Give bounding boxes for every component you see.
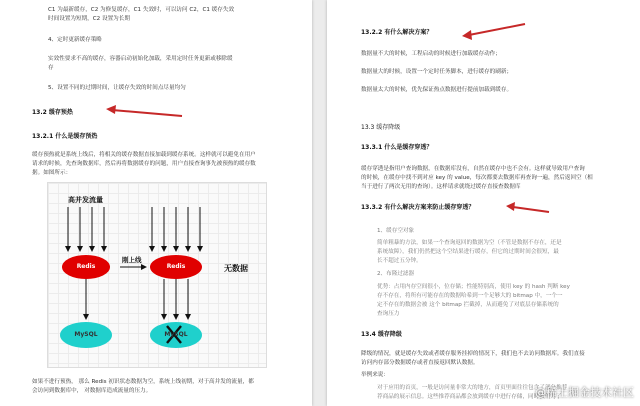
solution-item: 长不超过五分钟。 (377, 258, 422, 264)
solution-item: 存不存在，将所有可能存在的数据哈希到一个足够大的 bitmap 中，一个一 (377, 293, 563, 299)
paragraph-line: 缓存预热就是系统上线后，将相关的缓存数据直接加载到缓存系统。这样就可以避免在用户 (32, 152, 256, 158)
penetration-line: 当于进行了两次无用的查询）。这样请求就绕过缓存直接查数据库 (361, 184, 521, 190)
solution-item: 系统故障），我们仍然把这个空结果进行缓存，但它的过期时间会很短，最 (377, 249, 559, 255)
section-heading: 13.2 缓存预热 (32, 109, 73, 116)
cache-warmup-diagram (47, 182, 267, 368)
left-page (0, 0, 312, 406)
paragraph-line: 据。如图所示： (32, 170, 72, 176)
subsection-heading: 13.2.1 什么是缓存预热 (32, 133, 98, 140)
right-page (327, 0, 640, 406)
solution-item: 定不存在的数据会被 这个 bitmap 拦截掉，从而避免了对底层存储系统的 (377, 302, 559, 308)
red-arrow-annotation (104, 104, 184, 120)
heading-13-2-2: 13.2.2 有什么解决方案？ (361, 29, 433, 36)
intro-line: 5、设置不同的过期时间，让缓存失效的时间点尽量均匀 (48, 85, 186, 91)
solution-item: 2、布隆过滤器 (377, 271, 415, 277)
redis-node-left: Redis (76, 263, 96, 270)
watermark: @稀土掘金技术社区 (535, 386, 634, 399)
launch-label: 刚上线 (122, 256, 142, 264)
solution-line: 数据量太大的时候，优先保证热点数据进行提前加载到缓存。 (361, 87, 513, 93)
solution-line: 数据量大的时候，设置一个定时任务脚本，进行缓存的刷新； (361, 69, 513, 75)
bottom-line: 会访问到数据库中， 对数据库造成流量的压力。 (32, 388, 152, 394)
intro-line: 4、定时更新缓存策略 (48, 37, 102, 43)
redis-node-right: Redis (166, 263, 186, 270)
solution-item: 1、缓存空对象 (377, 228, 415, 234)
no-data-label: 无数据 (224, 264, 248, 273)
mysql-node-right: MySQL (164, 331, 188, 338)
high-concurrency-label: 高并发流量 (68, 196, 103, 204)
intro-line: 存 (48, 65, 54, 71)
solution-item: 优势：占用内存空间很小，位存储；性能特别高，使用 key 的 hash 判断 key (377, 284, 570, 290)
heading-13-3-1: 13.3.1 什么是缓存穿透？ (361, 144, 433, 151)
heading-13-4: 13.4 缓存降级 (361, 331, 402, 338)
solution-item: 简单粗暴的方法，如果一个查询返回的数据为空（不管是数据不存在，还是 (377, 240, 562, 246)
degrade-line: 降级的情况，就是缓存失效或者缓存服务挂掉的情况下，我们也不去访问数据库。我们直接 (361, 351, 585, 357)
intro-line: C1 为最新缓存，C2 为修复缓存，C1 失效时，可以访问 C2，C1 缓存失效 (48, 7, 235, 13)
solution-line: 数据量不大的时候，工程启动的时候进行加载缓存动作； (361, 51, 501, 57)
intro-line: 实效性要求不高的缓存，容器启动初始化加载，采用定时任务更新或移除缓 (48, 56, 233, 62)
degrade-line: 举例来说： (361, 372, 389, 378)
degrade-line: 对于应用的首页，一般是访问量非常大的地方，首页里面往往包含了部分推荐 (377, 385, 568, 391)
heading-13-3: 13.3 缓存降级 (361, 124, 401, 131)
intro-line: 时间设置为短期，C2 设置为长期 (48, 16, 130, 22)
penetration-line: 的时候，在缓存中找不到对应 key 的 value，每次都要去数据库再查询一遍，然后返回空（相 (361, 175, 593, 181)
degrade-line: 访问内存部分数据缓存或者直接返回默认数据。 (361, 360, 479, 366)
bottom-line: 如果不进行预热， 那么 Redis 初识状态数据为空，系统上线初期，对于高并发的流量，都 (32, 379, 254, 385)
mysql-node-left: MySQL (74, 331, 98, 338)
solution-item: 查询压力 (377, 311, 400, 317)
heading-13-3-2: 13.3.2 有什么解决方案来防止缓存穿透？ (361, 204, 475, 211)
diagram-lines (48, 183, 266, 367)
red-arrow-annotation (459, 20, 529, 42)
penetration-line: 缓存穿透是指用户查询数据，在数据库没有，自然在缓存中也不会有。这样就导致用户查询 (361, 166, 585, 172)
paragraph-line: 请求的时候，先查询数据库，然后再将数据缓存的问题，用户直接查询事先被预热的缓存数 (32, 161, 256, 167)
degrade-line: 荐商品的展示信息。这些推荐商品都会放到缓存中进行存储，同时我们为了 (377, 394, 562, 400)
red-arrow-annotation (503, 200, 553, 216)
